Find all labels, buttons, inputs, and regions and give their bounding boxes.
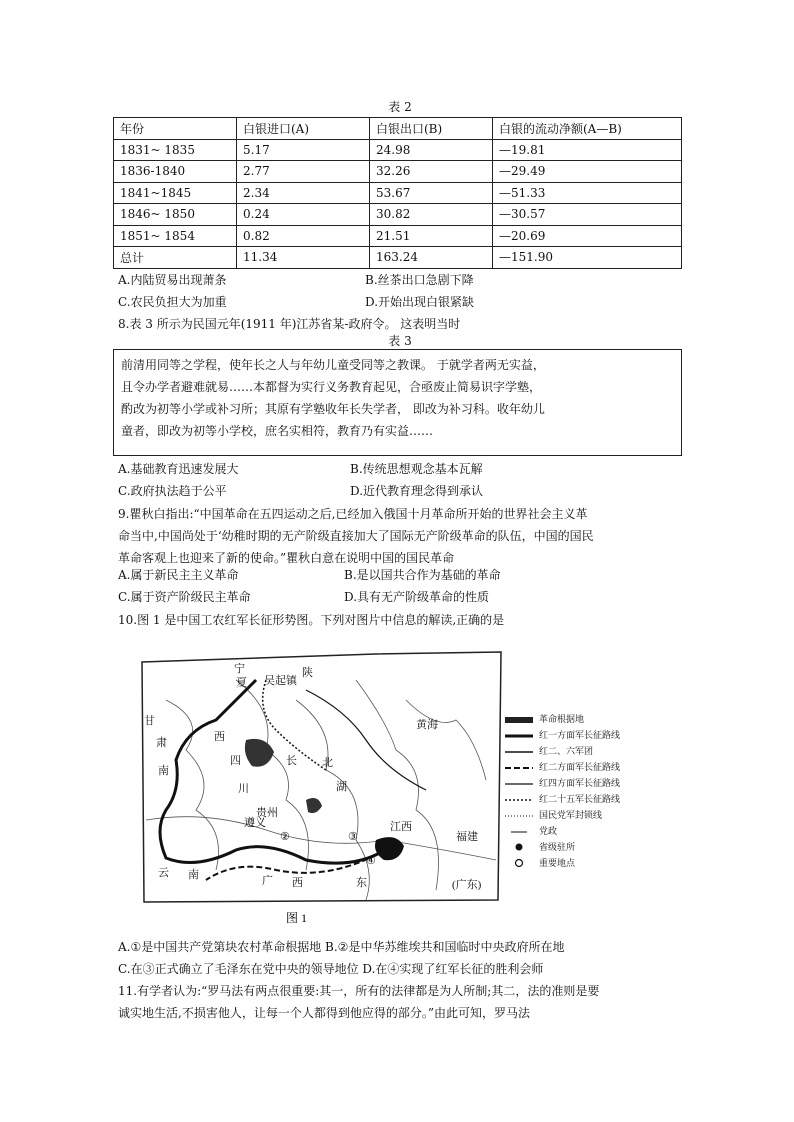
table-cell: 2.77 xyxy=(237,161,370,183)
legend-swatch xyxy=(505,795,535,805)
map-caption: 图 1 xyxy=(286,911,308,925)
legend-item: 省级驻所 xyxy=(505,840,665,854)
q11-line: 11.有学者认为:“罗马法有两点很重要:其一，所有的法律都是为人所制;其二，法的准则是要 xyxy=(118,984,600,998)
table-cell: 1841~1845 xyxy=(114,182,237,204)
map-label: 四 xyxy=(230,755,241,767)
header-cell: 白银进口(A) xyxy=(237,118,370,140)
q7-option-d[interactable]: D.开始出现白银紧缺 xyxy=(365,295,475,309)
legend-item: 革命根据地 xyxy=(505,712,665,726)
map-label: 遵义 xyxy=(244,817,266,829)
table-cell: 1831~ 1835 xyxy=(114,139,237,161)
map-label: 甘 xyxy=(144,715,155,727)
table-row xyxy=(114,225,682,247)
legend-item: 红二十五军长征路线 xyxy=(505,792,665,806)
legend-item: 红二、六军团 xyxy=(505,744,665,758)
q9-option-d[interactable]: D.具有无产阶级革命的性质 xyxy=(344,590,490,604)
map-label: 东 xyxy=(356,877,367,889)
legend-swatch xyxy=(505,715,535,725)
table-row xyxy=(114,182,682,204)
table3-line: 酌改为初等小学或补习所；其原有学塾收年长失学者， 即改为补习科。收年幼儿 xyxy=(121,402,545,416)
table-cell: —29.49 xyxy=(493,161,682,183)
legend-swatch xyxy=(505,827,535,837)
q9-option-a[interactable]: A.属于新民主主义革命 xyxy=(118,568,239,582)
table-cell: 53.67 xyxy=(370,182,493,204)
table3-caption: 表 3 xyxy=(388,334,412,348)
q7-option-c[interactable]: C.农民负担大为加重 xyxy=(118,295,227,309)
map-label: 西 xyxy=(292,877,303,889)
legend-swatch xyxy=(505,747,535,757)
q9-line: 革命客观上也迎来了新的使命。”瞿秋白意在说明中国的国民革命 xyxy=(118,551,455,565)
table-row xyxy=(114,161,682,183)
table-cell: —30.57 xyxy=(493,204,682,226)
q9-option-c[interactable]: C.属于资产阶级民主革命 xyxy=(118,590,251,604)
q10-options-line: A.①是中国共产党第块农村革命根据地 B.②是中华苏维埃共和国临时中央政府所在地 xyxy=(118,940,565,954)
map-label: 肃 xyxy=(156,737,167,749)
table-cell: —51.33 xyxy=(493,182,682,204)
table-cell: 21.51 xyxy=(370,225,493,247)
table-cell: 24.98 xyxy=(370,139,493,161)
legend-item: 红二方面军长征路线 xyxy=(505,760,665,774)
q9-line: 命当中,中国尚处于‘幼稚时期的无产阶级直接加大了国际无产阶级革命的队伍，中国的国民 xyxy=(118,529,594,543)
header-cell: 白银出口(B) xyxy=(370,118,493,140)
legend-item: 党政 xyxy=(505,824,665,838)
legend-item: 红一方面军长征路线 xyxy=(505,728,665,742)
table2-caption: 表 2 xyxy=(388,100,412,114)
map-label: 陕 xyxy=(302,667,313,679)
map-label: 吴起镇 xyxy=(264,675,297,687)
map-label: 湖 xyxy=(336,781,347,793)
map-label: 南 xyxy=(188,869,199,881)
table-cell: 1836-1840 xyxy=(114,161,237,183)
table-cell: 32.26 xyxy=(370,161,493,183)
q7-option-b[interactable]: B.丝茶出口急剧下降 xyxy=(365,273,474,287)
table-cell: 2.34 xyxy=(237,182,370,204)
legend-swatch xyxy=(505,811,535,821)
table-cell: 30.82 xyxy=(370,204,493,226)
table-cell: 5.17 xyxy=(237,139,370,161)
table-cell: 1846~ 1850 xyxy=(114,204,237,226)
table-cell: 1851~ 1854 xyxy=(114,225,237,247)
table-cell: 0.24 xyxy=(237,204,370,226)
q8-option-b[interactable]: B.传统思想观念基本瓦解 xyxy=(350,462,483,476)
map-label: 黄海 xyxy=(416,719,438,731)
q11-line: 诚实地生活,不损害他人，让每一个人都得到他应得的部分。”由此可知，罗马法 xyxy=(118,1006,530,1020)
map-label: ④ xyxy=(366,855,376,867)
legend-swatch xyxy=(505,763,535,773)
map-label: 长 xyxy=(286,755,297,767)
map-label: 西 xyxy=(214,731,225,743)
map-label: (广东) xyxy=(452,879,482,891)
map-label: 南 xyxy=(158,765,169,777)
table-cell: —19.81 xyxy=(493,139,682,161)
table-header-row xyxy=(114,118,682,140)
table-cell: —20.69 xyxy=(493,225,682,247)
header-cell: 年份 xyxy=(114,118,237,140)
map-label: 云 xyxy=(158,867,169,879)
header-cell: 白银的流动净额(A—B) xyxy=(493,118,682,140)
map-legend xyxy=(505,712,665,882)
table3-line: 童者，即改为初等小学校，庶名实相符，教育乃有实益…… xyxy=(121,424,434,438)
silver-flow-table xyxy=(113,117,682,269)
map-label: 广 xyxy=(262,875,273,887)
map-label: 江西 xyxy=(390,821,412,833)
map-label: 福建 xyxy=(456,831,478,843)
q10-options-line: C.在③正式确立了毛泽东在党中央的领导地位 D.在④实现了红军长征的胜利会师 xyxy=(118,962,544,976)
q8-stem: 8.表 3 所示为民国元年(1911 年)江苏省某-政府令。 这表明当时 xyxy=(118,317,461,331)
legend-item: 重要地点 xyxy=(505,856,665,870)
table-row xyxy=(114,204,682,226)
q10-stem: 10.图 1 是中国工农红军长征形势图。下列对图片中信息的解读,正确的是 xyxy=(118,613,505,627)
q9-option-b[interactable]: B.是以国共合作为基础的革命 xyxy=(344,568,501,582)
table3-box xyxy=(113,349,682,456)
legend-swatch xyxy=(505,842,535,852)
table3-line: 前清用同等之学程，使年长之人与年幼儿童受同等之教课。 于就学者两无实益， xyxy=(121,358,545,372)
map-label: ② xyxy=(280,831,290,843)
legend-item: 国民党军封锁线 xyxy=(505,808,665,822)
table-cell: 0.82 xyxy=(237,225,370,247)
table-row xyxy=(114,139,682,161)
table-cell: 163.24 xyxy=(370,247,493,269)
map-label: 贵州 xyxy=(256,807,278,819)
map-label: 北 xyxy=(322,757,333,769)
q8-option-d[interactable]: D.近代教育理念得到承认 xyxy=(350,484,484,498)
long-march-map xyxy=(126,640,550,930)
legend-swatch xyxy=(505,731,535,741)
q8-option-c[interactable]: C.政府执法趋于公平 xyxy=(118,484,227,498)
table-cell: 总计 xyxy=(114,247,237,269)
map-label: 川 xyxy=(238,783,249,795)
q7-option-a[interactable]: A.内陆贸易出现萧条 xyxy=(118,273,227,287)
table-cell: —151.90 xyxy=(493,247,682,269)
map-label: 夏 xyxy=(236,677,247,689)
q9-line: 9.瞿秋白指出:“中国革命在五四运动之后,已经加入俄国十月革命所开始的世界社会主义革 xyxy=(118,507,588,521)
legend-item: 红四方面军长征路线 xyxy=(505,776,665,790)
legend-swatch xyxy=(505,858,535,868)
table-row xyxy=(114,247,682,269)
legend-swatch xyxy=(505,779,535,789)
map-label: 宁 xyxy=(234,663,245,675)
map-label: ③ xyxy=(348,831,358,843)
table-cell: 11.34 xyxy=(237,247,370,269)
table3-line: 且令办学者避难就易……本都督为实行义务教育起见，合亟废止简易识字学塾， xyxy=(121,380,542,394)
q8-option-a[interactable]: A.基础教育迅速发展大 xyxy=(118,462,239,476)
